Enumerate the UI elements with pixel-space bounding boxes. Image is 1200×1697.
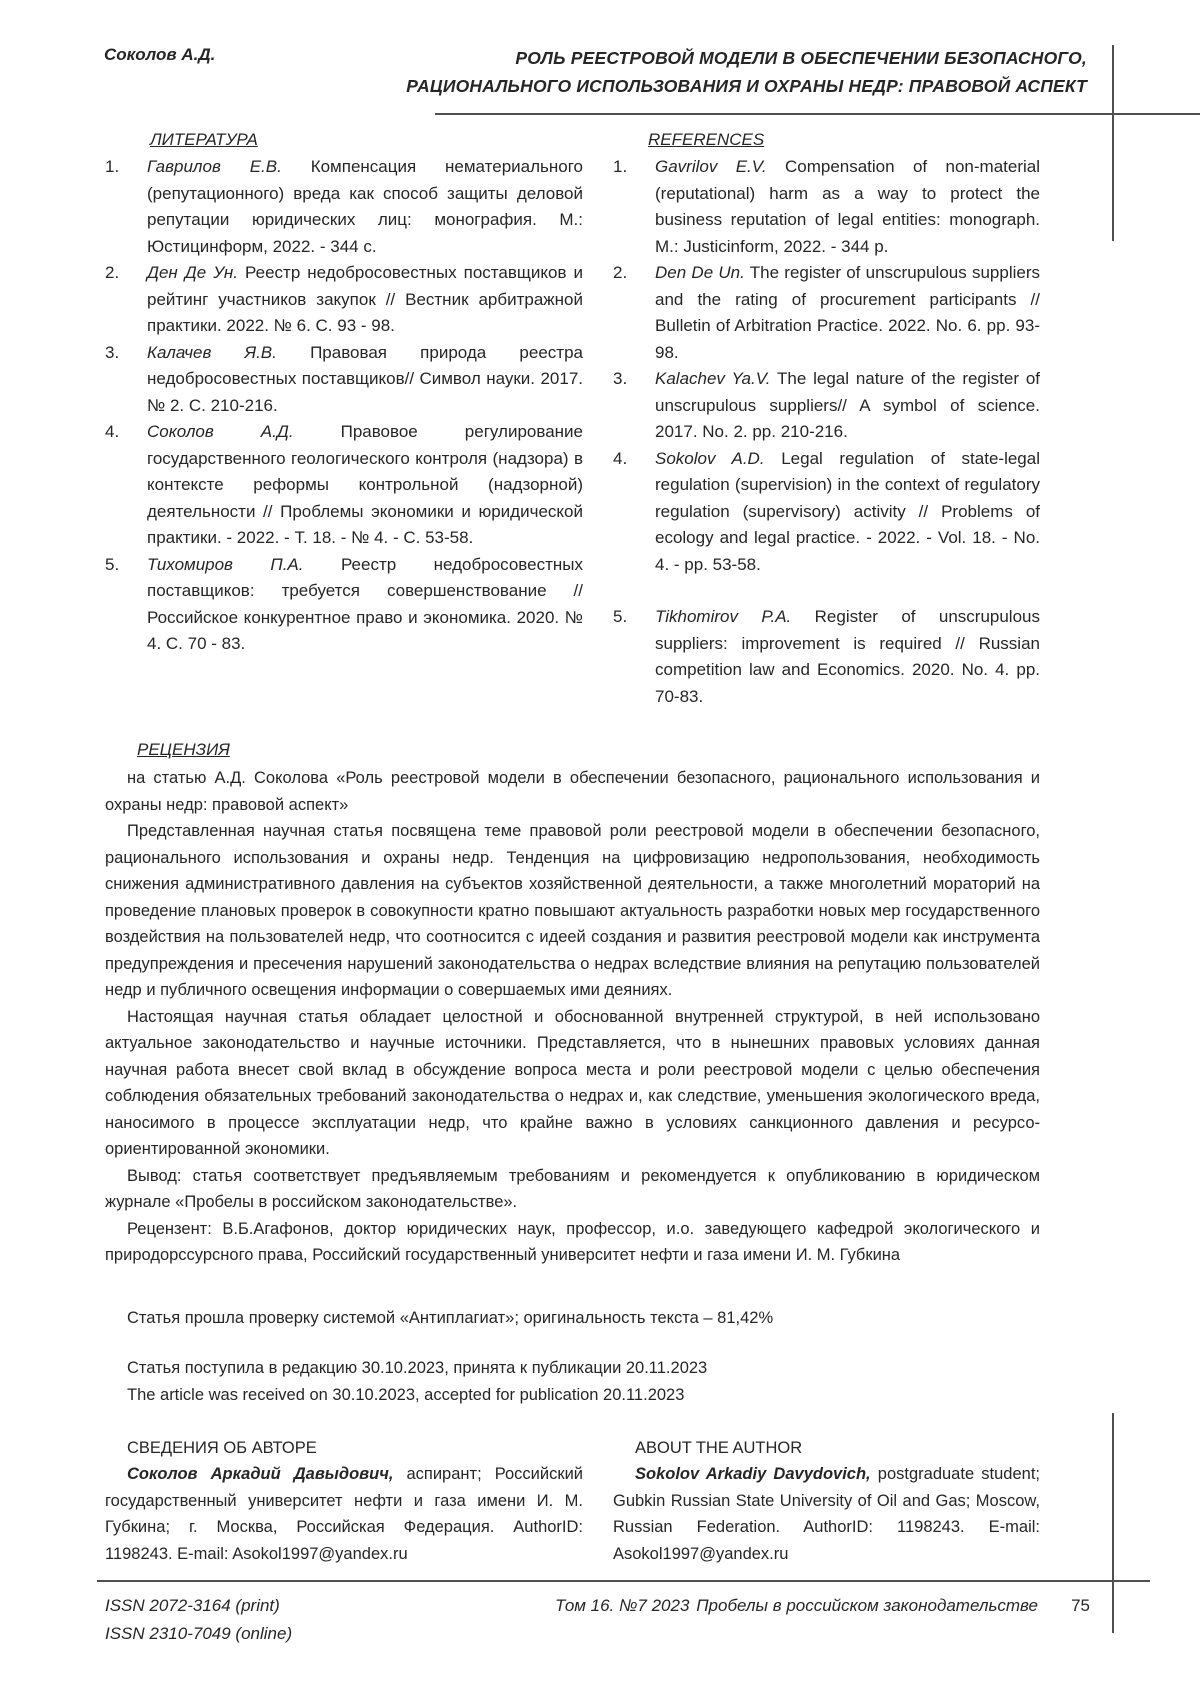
literature-item — [105, 340, 583, 420]
header-rule — [435, 113, 1200, 115]
reference-item — [613, 154, 1040, 260]
reference-item — [613, 366, 1040, 446]
literature-item — [105, 552, 583, 658]
review-paragraph: Представленная научная статья посвящена теме правовой роли реестровой модели в обеспечении безопасного, рационального использования и охраны недр. Тенденция на цифровизацию недропользования, необходимость снижения административного давления на субъектов хозяйственной деятельности, а также многолетний мораторий на проведение плановых проверок в совокупности кратно повышают актуальность разработки новых мер государственного воздействия на пользователей недр, что соотносится с идеей создания и развития реестровой модели как инструмента предупреждения и пресечения нарушений законодательства о недрах вследствие влияния на репутацию пользователей недр и публичного освещения информации о совершаемых ими деяниях. — [105, 822, 1040, 999]
review-heading: РЕЦЕНЗИЯ — [137, 740, 230, 759]
item-author: Калачев Я.В. — [147, 342, 277, 362]
item-number: 1. — [613, 157, 628, 176]
item-number: 2. — [105, 263, 120, 282]
right-margin-rule-top — [1112, 45, 1114, 241]
literature-item — [105, 419, 583, 552]
references-heading: REFERENCES — [648, 130, 765, 149]
antiplagiarism-note: Статья прошла проверку системой «Антиплагиат»; оригинальность текста – 81,42% — [127, 1308, 774, 1327]
literature-item — [105, 154, 583, 260]
submission-date-en: The article was received on 30.10.2023, accepted for publication 20.11.2023 — [127, 1386, 685, 1404]
item-author: Ден Де Ун. — [147, 263, 238, 282]
item-author: Гаврилов Е.В. — [147, 157, 282, 176]
reference-columns — [105, 127, 1040, 710]
literature-heading: ЛИТЕРАТУРА — [150, 130, 258, 149]
about-author-ru-heading: СВЕДЕНИЯ ОБ АВТОРЕ — [127, 1439, 317, 1457]
item-number: 4. — [105, 422, 120, 441]
footer-journal-title: Пробелы в российском законодательстве — [696, 1596, 1038, 1615]
item-number: 5. — [105, 554, 120, 574]
item-number: 4. — [613, 448, 628, 468]
item-number: 3. — [105, 342, 120, 362]
item-text: Тихомиров П.А. Реестр недобросовестных поставщиков: требуется совершенствование // Российское конкурентное право и экономика. 2020. № 4. С. 70 - 83. — [147, 554, 583, 653]
footer-volume-issue: Том 16. №7 2023 — [555, 1596, 690, 1615]
running-head-author: Соколов А.Д. — [104, 45, 216, 64]
item-text: Sokolov A.D. Legal regulation of state-legal regulation (supervision) in the context of regulatory regulation (supervisory) activity // Problems of ecology and legal practice. - 2022. - Vol. 18. - No. 4. - pp. 53-58. — [655, 448, 1040, 574]
item-author: Sokolov A.D. — [655, 448, 765, 468]
footer-page-number: 75 — [1071, 1596, 1090, 1615]
item-number: 5. — [613, 607, 628, 626]
item-text: Gavrilov E.V. Compensation of non-material (reputational) harm as a way to protect the business reputation of legal entities: monograph. M.: Justicinform, 2022. - 344 p. — [655, 157, 1040, 256]
item-text: Гаврилов Е.В. Компенсация нематериального (репутационного) вреда как способ защиты деловой репутации юридических лиц: монография. М.: Юстицинформ, 2022. - 344 с. — [147, 157, 583, 256]
author-name: Соколов Аркадий Давыдович, — [127, 1465, 394, 1483]
item-number: 2. — [613, 263, 628, 282]
about-author-en-heading: ABOUT THE AUTHOR — [635, 1439, 803, 1457]
item-author: Gavrilov E.V. — [655, 157, 767, 176]
literature-column — [105, 127, 583, 710]
item-text: Соколов А.Д. Правовое регулирование государственного геологического контроля (надзора) в контексте реформы контрольной (надзорной) деятельности // Проблемы экономики и юридической практики. - 2022. - Т. 18. - № 4. - С. 53-58. — [147, 422, 583, 547]
about-author-columns — [105, 1435, 1040, 1567]
submission-date-ru: Статья поступила в редакцию 30.10.2023, принята к публикации 20.11.2023 — [127, 1359, 708, 1377]
author-name: Sokolov Arkadiy Davydovich, — [635, 1465, 871, 1483]
about-author-en — [613, 1435, 1040, 1567]
item-author: Tikhomirov P.A. — [655, 607, 792, 626]
item-text: Калачев Я.В. Правовая природа реестра недобросовестных поставщиков// Символ науки. 2017. № 2. С. 210-216. — [147, 342, 583, 415]
item-text: Kalachev Ya.V. The legal nature of the register of unscrupulous suppliers// A symbol of science. 2017. No. 2. pp. 210-216. — [655, 369, 1040, 441]
running-head-title-line1: РОЛЬ РЕЕСТРОВОЙ МОДЕЛИ В ОБЕСПЕЧЕНИИ БЕЗОПАСНОГО, — [515, 48, 1087, 68]
running-head-title — [406, 44, 1087, 100]
item-text: Ден Де Ун. Реестр недобросовестных поставщиков и рейтинг участников закупок // Вестник арбитражной практики. 2022. № 6. С. 93 - 98. — [147, 263, 583, 335]
item-author: Тихомиров П.А. — [147, 554, 304, 574]
reference-item — [613, 446, 1040, 579]
reference-item — [613, 604, 1040, 710]
item-text: Den De Un. The register of unscrupulous suppliers and the rating of procurement participants // Bulletin of Arbitration Practice. 2022. No. 6. pp. 93-98. — [655, 263, 1041, 362]
item-author: Kalachev Ya.V. — [655, 369, 771, 388]
footer-issn — [105, 1592, 292, 1648]
page-content — [105, 127, 1040, 1567]
about-author-ru — [105, 1435, 583, 1567]
item-number: 3. — [613, 369, 628, 388]
issn-print: ISSN 2072-3164 (print) — [105, 1596, 280, 1615]
review-paragraph: на статью А.Д. Соколова «Роль реестровой модели в обеспечении безопасного, рационального использования и охраны недр: правовой аспект» — [105, 769, 1040, 814]
item-author: Den De Un. — [655, 263, 745, 282]
review-paragraph: Настоящая научная статья обладает целостной и обоснованной внутренней структурой, в ней использовано актуальное законодательство и научные источники. Представляется, что в нынешних правовых условиях данная научная работа внесет свой вклад в обсуждение вопроса места и роли реестровой модели с целью обеспечения соблюдения обязательных требований законодательства о недрах и, как следствие, уменьшения экологического вреда, наносимого в процессе эксплуатации недр, что крайне важно в условиях санкционного давления и ресурсо-ориентированной экономики. — [105, 1007, 1040, 1158]
about-author-ru-text: Соколов Аркадий Давыдович, аспирант; Российский государственный университет нефти и газа имени И. М. Губкина; г. Москва, Российская Федерация. AuthorID: 1198243. E-mail: Asokol1997@yandex.ru — [105, 1465, 583, 1563]
running-head-title-line2: РАЦИОНАЛЬНОГО ИСПОЛЬЗОВАНИЯ И ОХРАНЫ НЕДР: ПРАВОВОЙ АСПЕКТ — [406, 76, 1087, 96]
item-text: Tikhomirov P.A. Register of unscrupulous suppliers: improvement is required // Russian competition law and Economics. 2020. No. 4. pp. 70-83. — [655, 607, 1040, 706]
issn-online: ISSN 2310-7049 (online) — [105, 1624, 293, 1643]
review-paragraph: Рецензент: В.Б.Агафонов, доктор юридических наук, профессор, и.о. заведующего кафедрой экологического и природорссурсного права, Российский государственный университет нефти и газа имени И. М. Губкина — [105, 1219, 1040, 1264]
literature-item — [105, 260, 583, 340]
item-number: 1. — [105, 157, 120, 176]
about-author-en-text: Sokolov Arkadiy Davydovich, postgraduate student; Gubkin Russian State University of Oil and Gas; Moscow, Russian Federation. AuthorID: 1198243. E-mail: Asokol1997@yandex.ru — [613, 1465, 1040, 1563]
references-column — [613, 127, 1040, 710]
footer-rule — [97, 1580, 1150, 1582]
right-margin-rule-bottom — [1112, 1413, 1114, 1633]
review-paragraph: Вывод: статья соответствует предъявляемым требованиям и рекомендуется к опубликованию в юридическом журнале «Пробелы в российском законодательстве». — [105, 1166, 1040, 1211]
review-section — [105, 737, 1040, 1269]
submission-dates — [105, 1355, 1040, 1409]
item-author: Соколов А.Д. — [147, 422, 294, 441]
reference-item — [613, 260, 1040, 366]
